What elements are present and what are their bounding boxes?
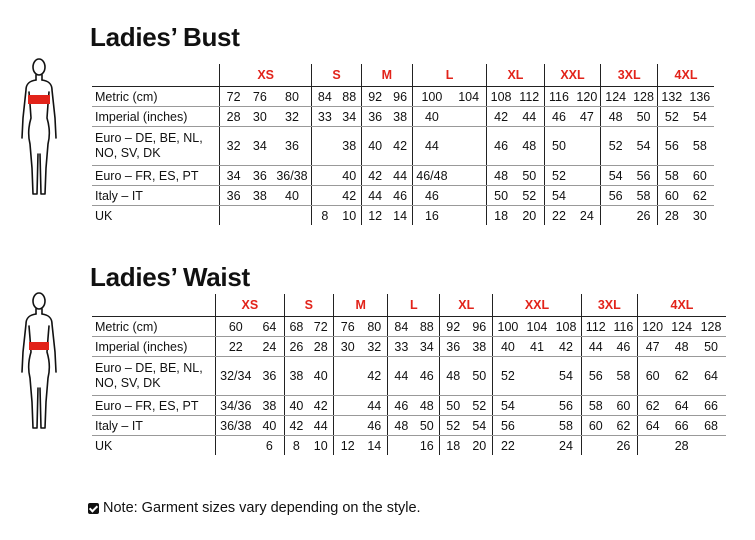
table-cell: 38 <box>466 337 493 357</box>
size-header-xxl: XXL <box>544 64 601 87</box>
table-cell <box>581 436 610 456</box>
table-cell: 60 <box>216 317 256 337</box>
table-cell: 22 <box>544 206 573 226</box>
table-row <box>92 416 726 436</box>
table-cell: 36 <box>361 107 388 127</box>
table-cell: 48 <box>515 127 544 166</box>
table-cell <box>601 206 630 226</box>
table-cell <box>247 206 273 226</box>
table-cell: 120 <box>637 317 667 337</box>
table-cell: 38 <box>338 127 362 166</box>
table-cell: 62 <box>610 416 638 436</box>
table-cell: 120 <box>573 87 600 107</box>
table-cell: 46 <box>412 186 451 206</box>
table-cell: 42 <box>551 337 581 357</box>
table-row <box>92 87 714 107</box>
row-label: Euro – FR, ES, PT <box>92 396 216 416</box>
checkbox-icon <box>88 503 99 514</box>
table-cell: 40 <box>361 127 388 166</box>
table-cell: 36 <box>220 186 247 206</box>
table-cell: 50 <box>487 186 515 206</box>
table-cell: 96 <box>388 87 412 107</box>
table-cell: 42 <box>284 416 308 436</box>
table-cell: 64 <box>637 416 667 436</box>
table-cell: 100 <box>493 317 523 337</box>
table-cell <box>523 416 552 436</box>
table-cell <box>451 127 487 166</box>
table-cell: 24 <box>579 208 594 223</box>
table-cell: 46 <box>610 337 638 357</box>
table-cell: 56 <box>551 396 581 416</box>
table-cell: 18 <box>487 206 515 226</box>
table-cell: 48 <box>414 396 439 416</box>
table-cell: 40 <box>338 166 362 186</box>
table-cell: 116 <box>544 87 573 107</box>
table-cell: 22 <box>493 436 523 456</box>
table-cell: 24 <box>255 337 284 357</box>
table-cell: 54 <box>601 166 630 186</box>
table-cell: 46/48 <box>412 166 451 186</box>
table-cell: 48 <box>667 337 696 357</box>
table-cell: 46 <box>414 357 439 396</box>
size-header-l: L <box>388 294 440 317</box>
table-cell: 38 <box>388 107 412 127</box>
size-header-s: S <box>284 294 334 317</box>
table-cell: 60 <box>658 186 686 206</box>
table-cell: 56 <box>493 416 523 436</box>
table-cell: 60 <box>637 357 667 396</box>
table-row <box>92 436 726 456</box>
table-cell: 20 <box>472 438 487 453</box>
table-cell: 33 <box>312 107 338 127</box>
table-cell: 44 <box>308 416 333 436</box>
table-cell: 80 <box>273 87 312 107</box>
table-cell: 34 <box>414 337 439 357</box>
table-cell: 34 <box>220 166 247 186</box>
table-cell: 42 <box>308 396 333 416</box>
size-header-xs: XS <box>216 294 284 317</box>
table-row <box>92 337 726 357</box>
table-cell: 38 <box>255 396 284 416</box>
row-label: Imperial (inches) <box>92 337 216 357</box>
table-cell: 28 <box>308 337 333 357</box>
table-cell: 60 <box>610 396 638 416</box>
table-cell: 84 <box>388 317 415 337</box>
bust-title: Ladies’ Bust <box>90 22 240 52</box>
table-cell: 30 <box>334 337 362 357</box>
table-cell: 34/36 <box>216 396 256 416</box>
bust-size-table <box>92 64 714 225</box>
table-cell: 52 <box>658 107 686 127</box>
table-cell: 92 <box>440 317 467 337</box>
table-cell: 54 <box>466 416 493 436</box>
table-cell: 60 <box>686 166 714 186</box>
table-cell <box>451 166 487 186</box>
table-cell: 76 <box>334 317 362 337</box>
table-cell: 26 <box>636 208 651 223</box>
table-cell: 10 <box>313 438 328 453</box>
table-cell: 58 <box>581 396 610 416</box>
table-cell: 52 <box>440 416 467 436</box>
table-row <box>92 357 726 396</box>
table-cell <box>334 396 362 416</box>
table-cell: 72 <box>308 317 333 337</box>
table-cell <box>451 107 487 127</box>
note-text: Note: Garment sizes vary depending on the style. <box>103 500 421 516</box>
table-cell: 56 <box>581 357 610 396</box>
table-cell: 50 <box>544 127 573 166</box>
table-cell: 26 <box>284 337 308 357</box>
table-cell: 40 <box>273 186 312 206</box>
table-cell: 66 <box>696 396 726 416</box>
table-cell: 50 <box>696 337 726 357</box>
table-cell: 48 <box>601 107 630 127</box>
table-cell: 34 <box>247 127 273 166</box>
table-cell <box>523 357 552 396</box>
size-header-xs: XS <box>220 64 312 87</box>
size-header-s: S <box>312 64 362 87</box>
table-cell: 56 <box>601 186 630 206</box>
table-row <box>92 206 714 226</box>
table-cell: 36/38 <box>273 166 312 186</box>
table-cell <box>220 206 247 226</box>
table-cell: 54 <box>544 186 573 206</box>
table-cell <box>273 206 312 226</box>
table-cell: 40 <box>284 396 308 416</box>
table-cell: 44 <box>515 107 544 127</box>
table-cell: 42 <box>388 127 412 166</box>
table-cell: 76 <box>247 87 273 107</box>
size-header-xl: XL <box>440 294 493 317</box>
table-cell: 62 <box>686 186 714 206</box>
table-cell: 80 <box>361 317 388 337</box>
row-label: Metric (cm) <box>92 87 220 107</box>
table-cell: 12 <box>334 436 362 456</box>
table-cell: 40 <box>308 357 333 396</box>
table-cell: 44 <box>388 166 412 186</box>
table-cell: 64 <box>667 396 696 416</box>
row-label: Euro – FR, ES, PT <box>92 166 220 186</box>
table-cell: 44 <box>581 337 610 357</box>
row-label: UK <box>92 436 216 456</box>
table-cell: 41 <box>523 337 552 357</box>
waist-title: Ladies’ Waist <box>90 262 250 292</box>
size-header-3xl: 3XL <box>581 294 637 317</box>
table-cell <box>637 436 667 456</box>
table-cell: 28 <box>674 438 689 453</box>
table-cell: 36 <box>273 127 312 166</box>
table-cell <box>334 416 362 436</box>
table-cell: 62 <box>667 357 696 396</box>
size-header-xl: XL <box>487 64 544 87</box>
table-row <box>92 317 726 337</box>
table-cell: 32/34 <box>216 357 256 396</box>
table-cell: 42 <box>338 186 362 206</box>
table-cell: 136 <box>686 87 714 107</box>
table-cell: 64 <box>696 357 726 396</box>
table-cell: 16 <box>419 438 434 453</box>
table-cell: 60 <box>581 416 610 436</box>
table-cell: 52 <box>493 357 523 396</box>
table-cell: 10 <box>342 208 357 223</box>
table-cell: 48 <box>388 416 415 436</box>
table-cell: 36 <box>255 357 284 396</box>
size-header-m: M <box>334 294 388 317</box>
table-cell: 44 <box>361 396 388 416</box>
table-cell: 32 <box>273 107 312 127</box>
table-cell: 18 <box>440 436 467 456</box>
table-cell <box>334 357 362 396</box>
table-cell <box>451 186 487 206</box>
table-cell: 50 <box>630 107 657 127</box>
table-cell: 58 <box>610 357 638 396</box>
garment-note <box>88 500 421 516</box>
table-cell: 8 <box>312 206 338 226</box>
table-cell: 92 <box>361 87 388 107</box>
table-cell: 40 <box>255 416 284 436</box>
table-cell: 48 <box>487 166 515 186</box>
size-header-xxl: XXL <box>493 294 581 317</box>
table-cell: 68 <box>696 416 726 436</box>
table-cell <box>523 396 552 416</box>
table-cell: 112 <box>515 87 544 107</box>
table-cell: 72 <box>220 87 247 107</box>
table-row <box>92 166 714 186</box>
table-cell: 52 <box>544 166 573 186</box>
table-cell: 6 <box>265 438 273 453</box>
table-cell <box>312 186 338 206</box>
table-cell <box>523 436 552 456</box>
table-cell: 24 <box>559 438 573 453</box>
table-cell: 108 <box>487 87 515 107</box>
table-cell: 50 <box>515 166 544 186</box>
female-figure-bust-icon <box>14 56 64 198</box>
table-cell: 46 <box>487 127 515 166</box>
table-cell <box>312 127 338 166</box>
table-cell: 50 <box>440 396 467 416</box>
table-cell: 124 <box>667 317 696 337</box>
table-cell: 88 <box>414 317 439 337</box>
table-cell <box>388 436 415 456</box>
table-cell: 58 <box>551 416 581 436</box>
table-cell: 54 <box>630 127 657 166</box>
table-cell: 22 <box>216 337 256 357</box>
table-cell: 104 <box>451 87 487 107</box>
table-cell: 36 <box>247 166 273 186</box>
waist-size-table <box>92 294 726 455</box>
table-cell: 46 <box>388 396 415 416</box>
row-label: Euro – DE, BE, NL, NO, SV, DK <box>92 127 220 166</box>
size-header-m: M <box>361 64 412 87</box>
table-cell: 34 <box>338 107 362 127</box>
table-cell: 8 <box>284 436 308 456</box>
table-cell: 58 <box>630 186 657 206</box>
table-cell: 36/38 <box>216 416 256 436</box>
table-cell: 54 <box>493 396 523 416</box>
table-cell: 28 <box>658 206 686 226</box>
table-cell: 38 <box>247 186 273 206</box>
table-cell: 128 <box>630 87 657 107</box>
table-cell <box>216 436 256 456</box>
table-cell: 40 <box>493 337 523 357</box>
table-cell: 50 <box>414 416 439 436</box>
table-cell: 58 <box>686 127 714 166</box>
size-header-4xl: 4XL <box>658 64 714 87</box>
table-cell: 47 <box>637 337 667 357</box>
table-cell: 68 <box>284 317 308 337</box>
table-cell: 26 <box>616 438 631 453</box>
table-cell: 104 <box>523 317 552 337</box>
table-row <box>92 396 726 416</box>
table-cell: 124 <box>601 87 630 107</box>
row-label: Metric (cm) <box>92 317 216 337</box>
table-cell: 50 <box>466 357 493 396</box>
table-cell: 116 <box>610 317 638 337</box>
size-header-l: L <box>412 64 486 87</box>
table-cell: 42 <box>361 357 388 396</box>
table-cell: 128 <box>696 317 726 337</box>
table-cell <box>451 206 487 226</box>
table-cell: 62 <box>637 396 667 416</box>
table-cell: 44 <box>412 127 451 166</box>
table-cell: 33 <box>388 337 415 357</box>
table-cell <box>573 166 600 186</box>
table-cell: 40 <box>412 107 451 127</box>
table-cell: 30 <box>692 208 707 223</box>
table-cell: 36 <box>440 337 467 357</box>
table-cell <box>573 186 600 206</box>
table-cell <box>573 127 600 166</box>
female-figure-waist-icon <box>14 290 64 432</box>
table-row <box>92 127 714 166</box>
table-row <box>92 107 714 127</box>
size-header-4xl: 4XL <box>637 294 726 317</box>
table-cell: 54 <box>551 357 581 396</box>
row-label: Italy – IT <box>92 416 216 436</box>
table-cell: 14 <box>393 208 408 223</box>
table-cell: 44 <box>361 186 388 206</box>
size-header-3xl: 3XL <box>601 64 658 87</box>
table-row <box>92 186 714 206</box>
table-cell: 108 <box>551 317 581 337</box>
table-cell: 38 <box>284 357 308 396</box>
table-cell: 52 <box>601 127 630 166</box>
table-cell: 28 <box>220 107 247 127</box>
table-cell: 14 <box>367 438 382 453</box>
table-cell: 64 <box>255 317 284 337</box>
table-cell <box>696 436 726 456</box>
table-cell: 132 <box>658 87 686 107</box>
table-cell: 46 <box>544 107 573 127</box>
table-cell: 12 <box>361 206 388 226</box>
table-cell: 48 <box>440 357 467 396</box>
table-cell: 30 <box>247 107 273 127</box>
table-cell: 56 <box>658 127 686 166</box>
table-cell: 16 <box>412 206 451 226</box>
table-cell: 32 <box>220 127 247 166</box>
row-label: Imperial (inches) <box>92 107 220 127</box>
table-cell <box>312 166 338 186</box>
table-cell: 52 <box>466 396 493 416</box>
table-cell: 88 <box>338 87 362 107</box>
table-cell: 42 <box>361 166 388 186</box>
table-cell: 52 <box>515 186 544 206</box>
table-cell: 44 <box>388 357 415 396</box>
table-cell: 54 <box>686 107 714 127</box>
table-cell: 20 <box>522 208 537 223</box>
table-cell: 47 <box>573 107 600 127</box>
table-cell: 58 <box>658 166 686 186</box>
table-cell: 66 <box>667 416 696 436</box>
table-cell: 46 <box>388 186 412 206</box>
table-cell: 84 <box>312 87 338 107</box>
table-cell: 56 <box>630 166 657 186</box>
row-label: Italy – IT <box>92 186 220 206</box>
row-label: Euro – DE, BE, NL, NO, SV, DK <box>92 357 216 396</box>
row-label: UK <box>92 206 220 226</box>
table-cell: 96 <box>466 317 493 337</box>
table-cell: 100 <box>412 87 451 107</box>
table-cell: 112 <box>581 317 610 337</box>
table-cell: 46 <box>361 416 388 436</box>
table-cell: 32 <box>361 337 388 357</box>
table-cell: 42 <box>487 107 515 127</box>
